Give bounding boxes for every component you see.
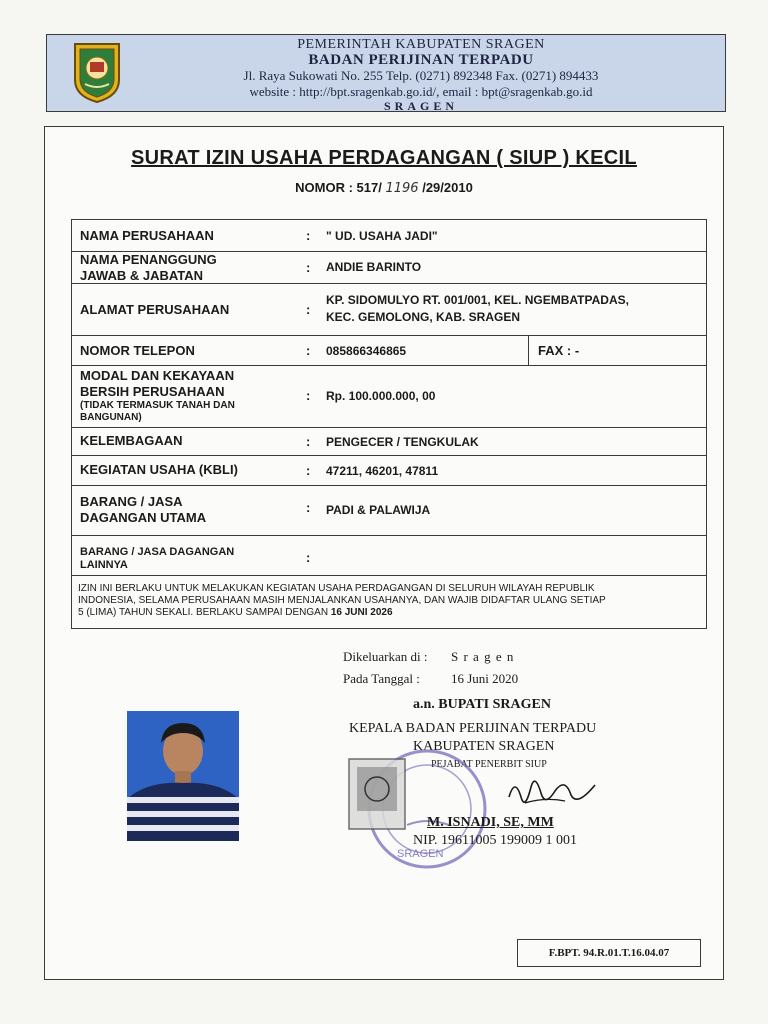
- field-sublabel: (TIDAK TERMASUK TANAH DAN: [80, 400, 235, 411]
- field-value-line: KP. SIDOMULYO RT. 001/001, KEL. NGEMBATPADAS,: [326, 293, 629, 307]
- fax-label: FAX : -: [538, 343, 580, 358]
- table-row: [72, 536, 706, 576]
- official-stamp: [345, 741, 495, 871]
- field-colon: :: [306, 500, 311, 515]
- header-agency: BADAN PERIJINAN TERPADU: [308, 51, 534, 68]
- field-colon: :: [306, 343, 311, 358]
- document-number: [45, 180, 723, 196]
- field-label: [80, 368, 235, 424]
- field-colon: :: [306, 463, 311, 478]
- field-label: [80, 546, 234, 572]
- field-colon: :: [306, 260, 311, 275]
- signer-nip: NIP. 19611005 199009 1 001: [413, 833, 577, 848]
- field-value: PENGECER / TENGKULAK: [326, 435, 479, 449]
- form-code: F.BPT. 94.R.01.T.16.04.07: [517, 939, 701, 967]
- table-row: [72, 456, 706, 486]
- issued-place-value: S r a g e n: [451, 649, 515, 664]
- applicant-photo: [127, 711, 239, 841]
- header-city: SRAGEN: [383, 99, 458, 113]
- field-label: KELEMBAGAAN: [80, 433, 183, 448]
- signature-office: KEPALA BADAN PERIJINAN TERPADU: [349, 721, 597, 736]
- field-colon: :: [306, 388, 311, 403]
- field-label-line: JAWAB & JABATAN: [80, 268, 204, 283]
- field-value: ANDIE BARINTO: [326, 260, 422, 274]
- table-row: [72, 428, 706, 456]
- note-text: [78, 583, 700, 619]
- field-label: NAMA PERUSAHAAN: [80, 228, 214, 243]
- stamp-text: SRAGEN: [397, 848, 444, 860]
- field-value: 085866346865: [326, 344, 407, 358]
- field-colon: :: [306, 434, 311, 449]
- note-line: IZIN INI BERLAKU UNTUK MELAKUKAN KEGIATAN USAHA PERDAGANGAN DI SELURUH WILAYAH REPUBLIK: [78, 583, 595, 594]
- table-row: [72, 220, 706, 252]
- field-value: 47211, 46201, 47811: [326, 464, 439, 478]
- header-address: Jl. Raya Sukowati No. 255 Telp. (0271) 892348 Fax. (0271) 894433: [243, 68, 599, 83]
- note-line-text: 5 (LIMA) TAHUN SEKALI. BERLAKU SAMPAI DENGAN: [78, 607, 331, 618]
- sragen-coat-of-arms-icon: [71, 42, 123, 104]
- signature-regency: KABUPATEN SRAGEN: [413, 739, 555, 754]
- number-suffix: /29/2010: [422, 180, 473, 195]
- table-row: [72, 284, 706, 336]
- handwritten-signature: [505, 767, 605, 817]
- field-colon: :: [306, 302, 311, 317]
- permit-document: [44, 126, 724, 980]
- field-label-line: BARANG / JASA: [80, 494, 183, 509]
- field-colon: :: [306, 228, 311, 243]
- field-value: [326, 292, 629, 326]
- signature-role: PEJABAT PENERBIT SIUP: [431, 759, 547, 770]
- table-row: [72, 252, 706, 284]
- letterhead: [46, 34, 726, 112]
- field-label-line: BARANG / JASA DAGANGAN: [80, 546, 235, 558]
- field-label: NOMOR TELEPON: [80, 343, 195, 358]
- field-label: [80, 494, 206, 526]
- field-label-line: NAMA PENANGGUNG: [80, 252, 217, 267]
- field-label-line: DAGANGAN UTAMA: [80, 510, 207, 525]
- table-row: [72, 486, 706, 536]
- header-contact: website : http://bpt.sragenkab.go.id/, email : bpt@sragenkab.go.id: [249, 83, 593, 99]
- permit-table: [71, 219, 707, 629]
- table-row: [72, 336, 706, 366]
- number-prefix: NOMOR : 517/: [295, 180, 382, 195]
- document-title: SURAT IZIN USAHA PERDAGANGAN ( SIUP ) KECIL: [131, 147, 637, 169]
- number-handwritten: 1196: [385, 181, 419, 196]
- field-label: [80, 252, 217, 284]
- field-value: Rp. 100.000.000, 00: [326, 389, 436, 403]
- field-value: PADI & PALAWIJA: [326, 503, 431, 517]
- signature-an: a.n. BUPATI SRAGEN: [413, 697, 551, 712]
- field-colon: :: [306, 550, 311, 565]
- field-label: ALAMAT PERUSAHAAN: [80, 302, 230, 317]
- field-label: KEGIATAN USAHA (KBLI): [80, 462, 238, 477]
- expiry-date: 16 JUNI 2026: [330, 607, 393, 618]
- issued-place-label: Dikeluarkan di :: [343, 649, 428, 664]
- field-sublabel: BANGUNAN): [80, 412, 142, 423]
- issued-date-label: Pada Tanggal :: [343, 671, 420, 686]
- field-label-line: MODAL DAN KEKAYAAN: [80, 368, 235, 383]
- header-government: PEMERINTAH KABUPATEN SRAGEN: [297, 37, 545, 52]
- validity-note: [72, 576, 706, 628]
- table-row: [72, 366, 706, 428]
- signer-name: M. ISNADI, SE, MM: [427, 815, 554, 830]
- issued-date-value: 16 Juni 2020: [451, 671, 519, 686]
- field-label-line: BERSIH PERUSAHAAN: [80, 384, 225, 399]
- note-line: INDONESIA, SELAMA PERUSAHAAN MASIH MENJALANKAN USAHANYA, DAN WAJIB DIDAFTAR ULANG SETIAP: [78, 595, 606, 606]
- note-line: [78, 607, 700, 619]
- fax-divider: [528, 336, 529, 365]
- field-value-line: KEC. GEMOLONG, KAB. SRAGEN: [326, 310, 521, 324]
- field-value: " UD. USAHA JADI": [326, 229, 438, 243]
- field-label-line: LAINNYA: [80, 559, 128, 571]
